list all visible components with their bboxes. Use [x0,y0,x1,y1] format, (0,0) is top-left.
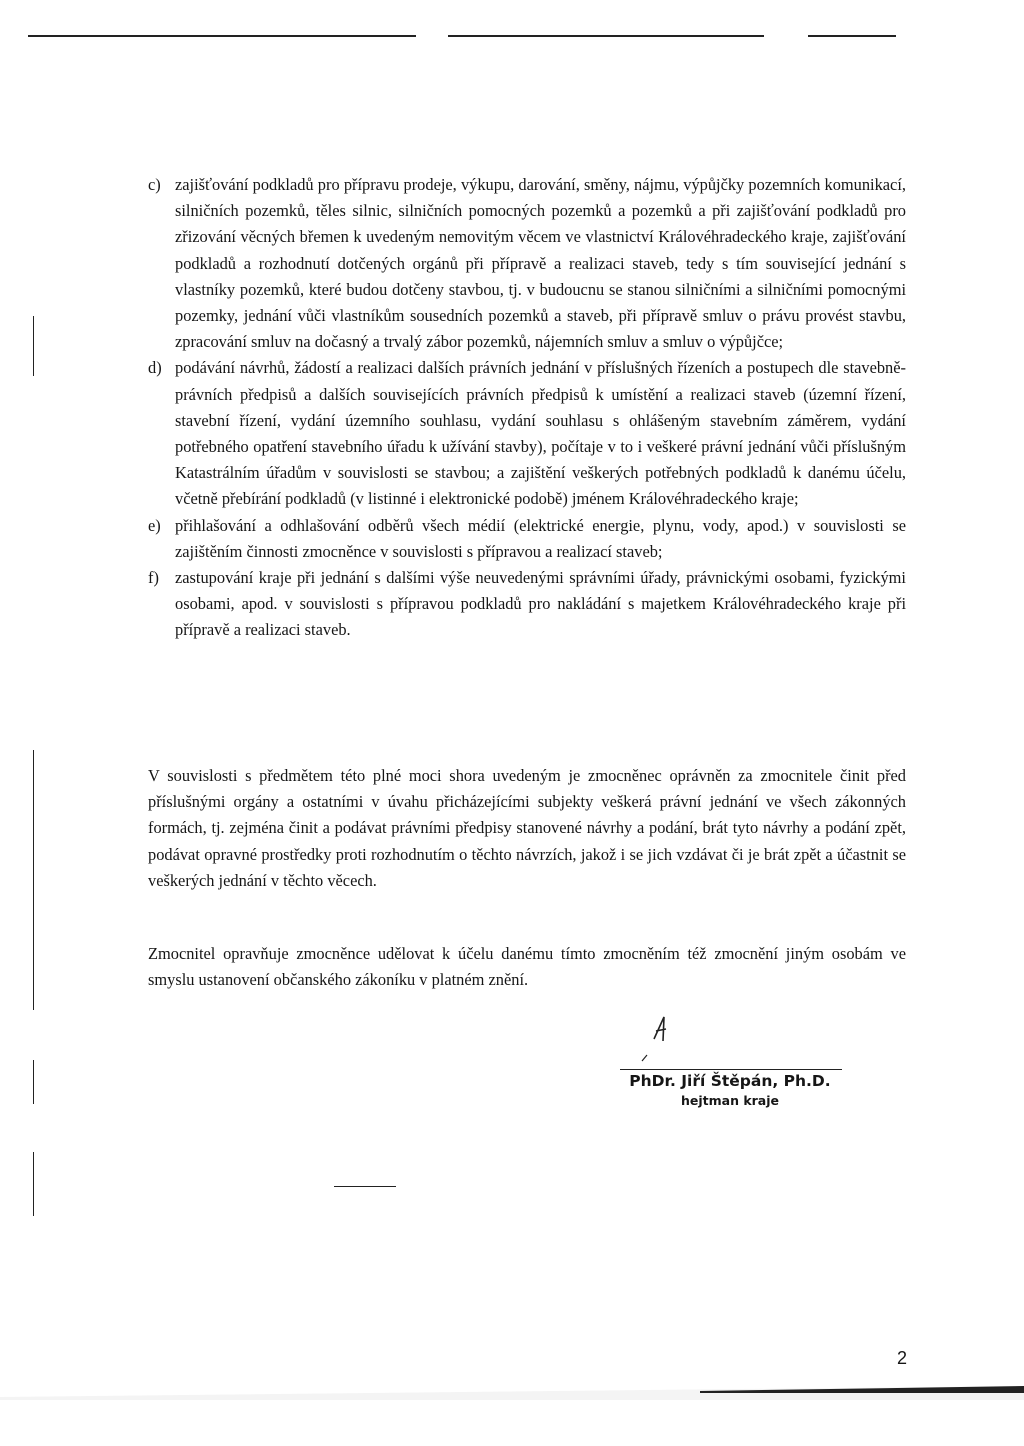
margin-mark [33,750,34,1010]
item-marker: f) [148,568,159,588]
top-rule-middle [448,35,764,37]
delegation-paragraph: Zmocnitel opravňuje zmocněnce udělovat k účelu danému tímto zmocněním též zmocnění jiným osobám ve smyslu ustanovení občanského zákoníku v platném znění. [148,944,906,990]
top-rule-left [28,35,416,37]
item-marker: c) [148,175,161,194]
signatory-role: hejtman kraje [680,1093,780,1108]
list-item [148,565,906,644]
item-marker: e) [148,515,161,535]
margin-mark [33,1152,34,1216]
list-item [148,513,906,565]
item-text: podávání návrhů, žádostí a realizaci dalších právních jednání v příslušných řízeních a postupech dle stavebně-právních předpisů a dalších souvisejících právních předpisů k umístění a realizaci staveb (územní řízení, stavební řízení, vydání územního souhlasu, vydání souhlasu s ohlášeným stavebním záměrem, vydání potřebného opatření stavebního úřadu k užívání stavby), počítaje v to i veškeré právní jednání vůči příslušným Katastrálním úřadům v souvislosti se stavbou; a zajištění veškerých potřebných podkladů k danému účelu, včetně přebírání podkladů (v listinné i elektronické podobě) jménem Královéhradeckého kraje; [175,358,906,509]
signature-line [620,1069,842,1070]
item-marker: d) [148,358,162,378]
item-text: zastupování kraje při jednání s dalšími výše neuvedenými správními úřady, právnickými osobami, fyzickými osobami, apod. v souvislosti s přípravou podkladů pro nakládání s majetkem Královéhradeckého kraje při přípravě a realizaci staveb. [175,568,906,640]
margin-mark [33,316,34,376]
scan-edge [0,1384,1024,1400]
item-text: přihlašování a odhlašování odběrů všech médií (elektrické energie, plynu, vody, apod.) v souvislosti se zajištěním činnosti zmocněnce v souvislosti s přípravou a realizací staveb; [175,515,906,561]
list-item [148,172,906,355]
powers-paragraph: V souvislosti s předmětem této plné moci shora uvedeným je zmocněnec oprávněn za zmocnitele činit před příslušnými orgány a ostatními v úvahu přicházejícími subjekty veškerá právní jednání ve všech zákonných formách, tj. zejména činit a podávat právními předpisy stanovené návrhy a podání, brát tyto návrhy a podání zpět, podávat opravné prostředky proti rozhodnutím o těchto návrzích, jakož i se jich vzdávat či je brát zpět a účastnit se veškerých jednání v těchto věcech. [148,766,906,890]
page-number: 2 [897,1348,908,1368]
signature-block [600,1070,860,1108]
top-rule-right [808,35,896,37]
short-rule [334,1186,396,1187]
item-text: zajišťování podkladů pro přípravu prodeje, výkupu, darování, směny, nájmu, výpůjčky pozemních komunikací, silničních pozemků, těles silnic, silničních pomocných pozemků a pozemků a při zajišťování podkladů pro zřizování věcných břemen k uvedeným nemovitým věcem ve vlastnictví Královéhradeckého kraje, zajišťování podkladů a rozhodnutí dotčených orgánů při přípravě a realizaci staveb, tedy s tím související jednání s vlastníky pozemků, které budou dotčeny stavbou, tj. v budoucnu se stanou silničními a silničními pomocnými pozemky, jednání vůči vlastníkům sousedních pozemků a staveb, při přípravě smluv o právu provést stavbu, zpracování smluv na dočasný a trvalý zábor pozemků, nájemních smluv a smluv o výpůjčce; [175,175,906,352]
margin-mark [33,1060,34,1104]
signatory-name: PhDr. Jiří Štěpán, Ph.D. [629,1072,831,1090]
handwritten-signature [634,1005,674,1065]
authorization-items [148,172,906,644]
list-item [148,355,906,512]
